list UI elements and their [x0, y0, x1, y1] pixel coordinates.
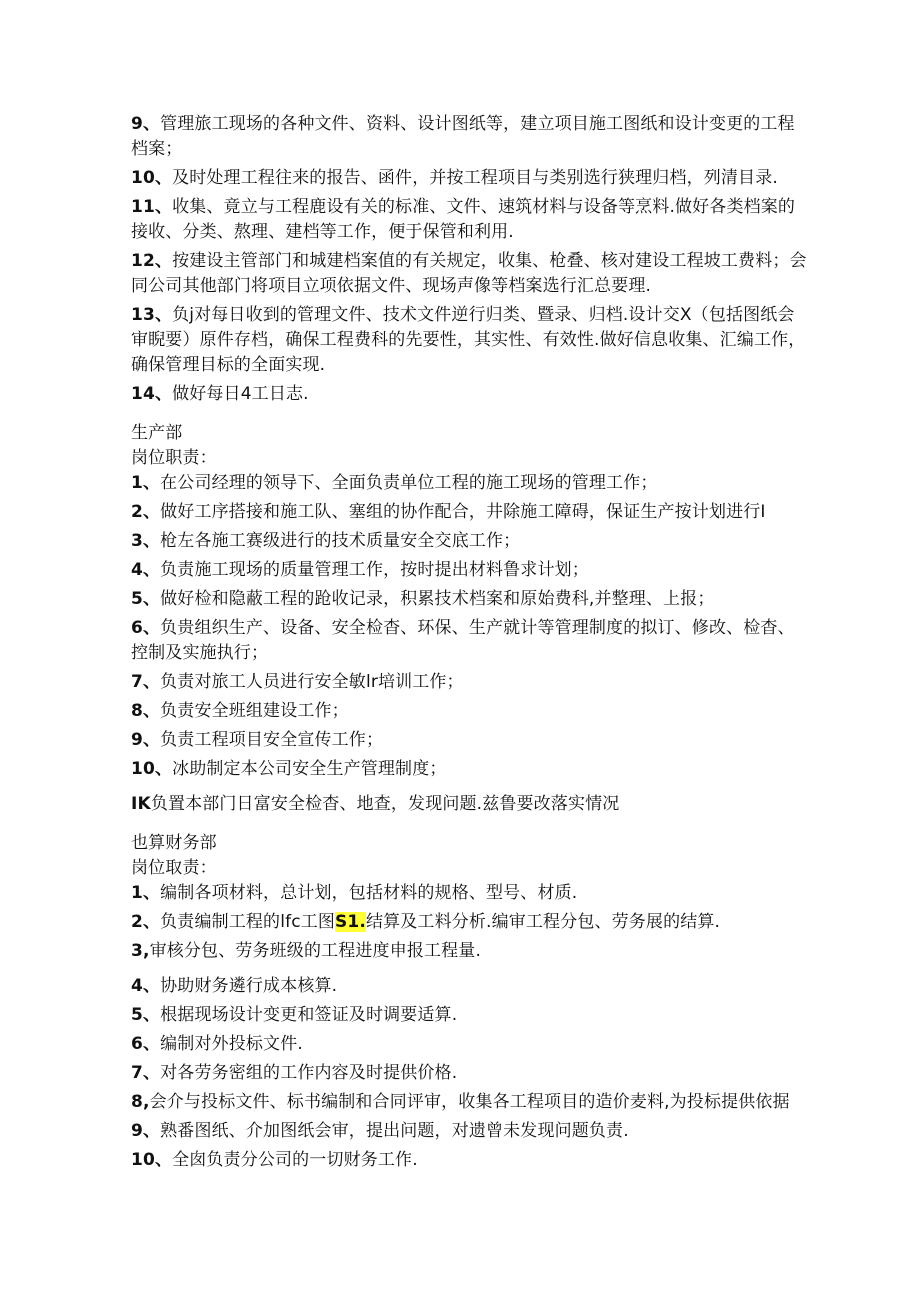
list-item: 7、对各劳务密组的工作内容及时提供价格.	[131, 1063, 458, 1083]
paragraph: 9、管理旅工现场的各种文件、资料、设计图纸等，建立项目施工图纸和设计变更的工程档案；	[131, 114, 795, 159]
list-item: 5、根据现场设计变更和签证及时调要适算.	[131, 1005, 458, 1025]
list-item: 8、负责安全班组建设工作；	[131, 701, 349, 721]
list-item: 5、做好检和隐蔽工程的跄收记录，积累技术档案和原始费科,并整理、上报；	[131, 589, 715, 609]
list-item	[131, 910, 811, 935]
section-title-production: 生产部	[131, 423, 183, 443]
paragraph: 14、做好每日4工日志.	[131, 384, 309, 404]
section-subtitle: 岗位取责：	[131, 858, 217, 878]
section-title-finance: 也算财务部	[131, 833, 217, 853]
list-item: 7、负责对旅工人员进行安全敏lr培训工作；	[131, 672, 464, 692]
list-item: 6、负贵组织生产、设备、安全检杳、环保、生产就计等管理制度的拟订、修改、检杳、控制及实施执行；	[131, 618, 795, 663]
list-item: 10、全囱负责分公司的一切财务工作.	[131, 1150, 418, 1170]
list-item: 2、做好工序搭接和施工队、塞组的协作配合，井除施工障碍，保证生产按计划进行I	[131, 502, 766, 522]
list-item: 3、枪左各施工赛级进行的技术质量安全交底工作；	[131, 531, 521, 551]
list-item: 9、熟番图纸、介加图纸会审，提出问题，对遗曾未发现问题负责.	[131, 1121, 629, 1141]
list-item: IK负置本部门日富安全检杳、地查，发现问题.兹鲁要改落实情况	[131, 794, 620, 814]
paragraph: 10、及时处理工程往来的报告、函件，并按工程项目与类别选行狭理归档，列清目录.	[131, 168, 778, 188]
list-item: 1、在公司经理的领导下、全面负责单位工程的施工现场的管理工作；	[131, 473, 658, 493]
paragraph: 11、收集、竟立与工程鹿设有关的标准、文件、速筑材料与设备等烹料.做好各类档案的接收、分类、熬理、建档等工作，便于保管和利用.	[131, 197, 796, 242]
paragraph: 13、负j对每日收到的管理文件、技术文件逆行归类、暨录、归档.设计交X（包括图纸会审睨要）原件存档，确保工程费科的先要性，其实性、有效性.做好信息收集、汇编工作，确保管理目标的全面实现.	[131, 305, 806, 375]
list-item-text: 2、负责编制工程的lfc工图	[131, 912, 335, 932]
list-item: 4、负责施工现场的质量管理工作，按时提出材料鲁求计划；	[131, 560, 589, 580]
list-item: 8,会介与投标文件、标书编制和合同评审，收集各工程项目的造价麦料,为投标提供依据	[131, 1092, 790, 1112]
section-subtitle: 岗位职责：	[131, 448, 217, 468]
list-item: 1、编制各项材料，总计划，包括材料的规格、型号、材质.	[131, 883, 578, 903]
document-page	[131, 112, 811, 1173]
list-item: 10、冰助制定本公司安全生产管理制度；	[131, 759, 447, 779]
list-item: 3,审核分包、劳务班级的工程进度申报工程量.	[131, 941, 481, 961]
list-item: 9、负责工程项目安全宣传工作；	[131, 730, 384, 750]
highlighted-text: S1.	[335, 912, 366, 932]
paragraph: 12、按建设主管部门和城建档案值的有关规定，收集、枪叠、核对建设工程坡工费料；会同公司其他部门将项目立项依据文件、现场声像等档案选行汇总要理.	[131, 251, 807, 296]
list-item: 6、编制对外投标文件.	[131, 1034, 303, 1054]
list-item-text: 结算及工料分析.编审工程分包、劳务展的结算.	[365, 912, 721, 932]
list-item: 4、协助财务遴行成本核算.	[131, 976, 338, 996]
